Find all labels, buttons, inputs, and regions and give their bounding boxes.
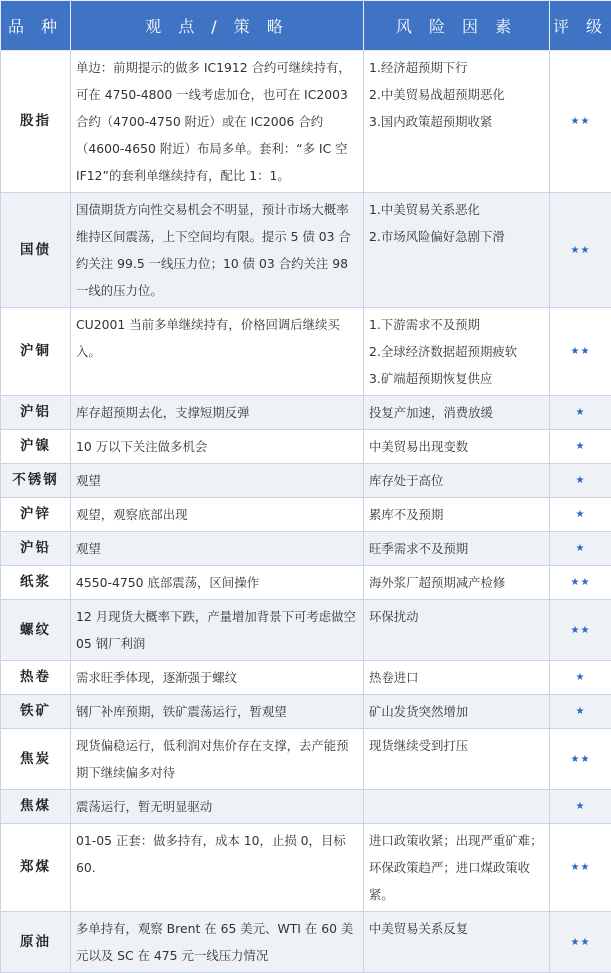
table-row	[1, 600, 611, 661]
table-row	[1, 790, 611, 824]
variety-name: 沪锌	[1, 498, 71, 532]
variety-name: 焦炭	[1, 729, 71, 790]
table-row	[1, 695, 611, 729]
risk-factors	[364, 824, 550, 912]
strategy-text: 钢厂补库预期，铁矿震荡运行，暂观望	[71, 695, 364, 729]
variety-name: 不锈钢	[1, 464, 71, 498]
risk-item: 1.经济超预期下行	[369, 54, 545, 81]
rating-stars: ★★	[550, 824, 611, 912]
rating-stars: ★★	[550, 51, 611, 193]
rating-stars: ★	[550, 430, 611, 464]
risk-item: 库存处于高位	[369, 467, 545, 494]
header-rating: 评 级	[550, 1, 611, 51]
table-row	[1, 729, 611, 790]
variety-name: 沪铝	[1, 396, 71, 430]
strategy-text: 01-05 正套：做多持有，成本 10，止损 0，目标 60.	[71, 824, 364, 912]
table-row	[1, 193, 611, 308]
rating-stars: ★★	[550, 600, 611, 661]
risk-factors	[364, 790, 550, 824]
strategy-text: 观望	[71, 464, 364, 498]
strategy-text: 4550-4750 底部震荡，区间操作	[71, 566, 364, 600]
risk-factors	[364, 532, 550, 566]
table-row	[1, 912, 611, 973]
table-row	[1, 430, 611, 464]
rating-stars: ★	[550, 532, 611, 566]
risk-item: 投复产加速，消费放缓	[369, 399, 545, 426]
strategy-text: 12 月现货大概率下跌，产量增加背景下可考虑做空 05 钢厂利润	[71, 600, 364, 661]
risk-item: 2.市场风险偏好急剧下滑	[369, 223, 545, 250]
risk-factors	[364, 464, 550, 498]
risk-factors	[364, 396, 550, 430]
risk-item: 3.矿端超预期恢复供应	[369, 365, 545, 392]
table-row	[1, 532, 611, 566]
rating-stars: ★★	[550, 729, 611, 790]
rating-stars: ★	[550, 464, 611, 498]
risk-item: 进口政策收紧；出现严重矿难；环保政策趋严；进口煤政策收紧。	[369, 827, 545, 908]
variety-name: 铁矿	[1, 695, 71, 729]
variety-name: 郑煤	[1, 824, 71, 912]
risk-item: 海外浆厂超预期减产检修	[369, 569, 545, 596]
rating-stars: ★	[550, 790, 611, 824]
strategy-text: 10 万以下关注做多机会	[71, 430, 364, 464]
variety-name: 纸浆	[1, 566, 71, 600]
rating-stars: ★★	[550, 912, 611, 973]
variety-name: 原油	[1, 912, 71, 973]
rating-stars: ★	[550, 661, 611, 695]
variety-name: 螺纹	[1, 600, 71, 661]
table-row	[1, 464, 611, 498]
risk-item: 累库不及预期	[369, 501, 545, 528]
variety-name: 国债	[1, 193, 71, 308]
risk-item: 环保扰动	[369, 603, 545, 630]
risk-factors	[364, 430, 550, 464]
header-row	[1, 1, 611, 51]
strategy-text: 震荡运行，暂无明显驱动	[71, 790, 364, 824]
risk-factors	[364, 193, 550, 308]
risk-item: 旺季需求不及预期	[369, 535, 545, 562]
table-row	[1, 396, 611, 430]
variety-name: 焦煤	[1, 790, 71, 824]
strategy-text: 单边：前期提示的做多 IC1912 合约可继续持有，可在 4750-4800 一线考虑加仓，也可在 IC2003 合约（4700-4750 附近）或在 IC2006 合约（4600-4650 附近）布局多单。套利：“多 IC 空 IF12”的套利单继续持有，配比 1：1。	[71, 51, 364, 193]
risk-item: 2.中美贸易战超预期恶化	[369, 81, 545, 108]
strategy-text: 观望	[71, 532, 364, 566]
table-row	[1, 566, 611, 600]
risk-factors	[364, 912, 550, 973]
table-row	[1, 51, 611, 193]
risk-factors	[364, 600, 550, 661]
risk-item: 矿山发货突然增加	[369, 698, 545, 725]
risk-factors	[364, 498, 550, 532]
risk-item: 现货继续受到打压	[369, 732, 545, 759]
table-row	[1, 661, 611, 695]
risk-item: 1.中美贸易关系恶化	[369, 196, 545, 223]
rating-stars: ★★	[550, 193, 611, 308]
variety-name: 股指	[1, 51, 71, 193]
risk-factors	[364, 51, 550, 193]
rating-stars: ★★	[550, 566, 611, 600]
strategy-text: CU2001 当前多单继续持有，价格回调后继续买入。	[71, 308, 364, 396]
rating-stars: ★	[550, 695, 611, 729]
table-row	[1, 498, 611, 532]
strategy-text: 国债期货方向性交易机会不明显，预计市场大概率维持区间震荡，上下空间均有限。提示 5 债 03 合约关注 99.5 一线压力位；10 债 03 合约关注 98 一线的压力位。	[71, 193, 364, 308]
variety-name: 沪镍	[1, 430, 71, 464]
risk-item: 中美贸易出现变数	[369, 433, 545, 460]
rating-stars: ★★	[550, 308, 611, 396]
header-risk-factors: 风 险 因 素	[364, 1, 550, 51]
risk-item: 热卷进口	[369, 664, 545, 691]
table-row	[1, 824, 611, 912]
variety-name: 沪铜	[1, 308, 71, 396]
risk-item: 2.全球经济数据超预期疲软	[369, 338, 545, 365]
risk-factors	[364, 695, 550, 729]
strategy-text: 现货偏稳运行，低利润对焦价存在支撑，去产能预期下继续偏多对待	[71, 729, 364, 790]
risk-factors	[364, 729, 550, 790]
strategy-text: 多单持有，观察 Brent 在 65 美元、WTI 在 60 美元以及 SC 在 475 元一线压力情况	[71, 912, 364, 973]
header-view-strategy: 观 点 / 策 略	[71, 1, 364, 51]
variety-name: 沪铅	[1, 532, 71, 566]
table-row	[1, 308, 611, 396]
rating-stars: ★	[550, 396, 611, 430]
table-body	[1, 51, 611, 973]
strategy-text: 观望，观察底部出现	[71, 498, 364, 532]
variety-name: 热卷	[1, 661, 71, 695]
strategy-text: 需求旺季体现，逐渐强于螺纹	[71, 661, 364, 695]
strategy-text: 库存超预期去化，支撑短期反弹	[71, 396, 364, 430]
header-variety: 品 种	[1, 1, 71, 51]
risk-factors	[364, 566, 550, 600]
risk-item: 中美贸易关系反复	[369, 915, 545, 942]
risk-item: 3.国内政策超预期收紧	[369, 108, 545, 135]
risk-item: 1.下游需求不及预期	[369, 311, 545, 338]
rating-stars: ★	[550, 498, 611, 532]
risk-factors	[364, 308, 550, 396]
risk-factors	[364, 661, 550, 695]
